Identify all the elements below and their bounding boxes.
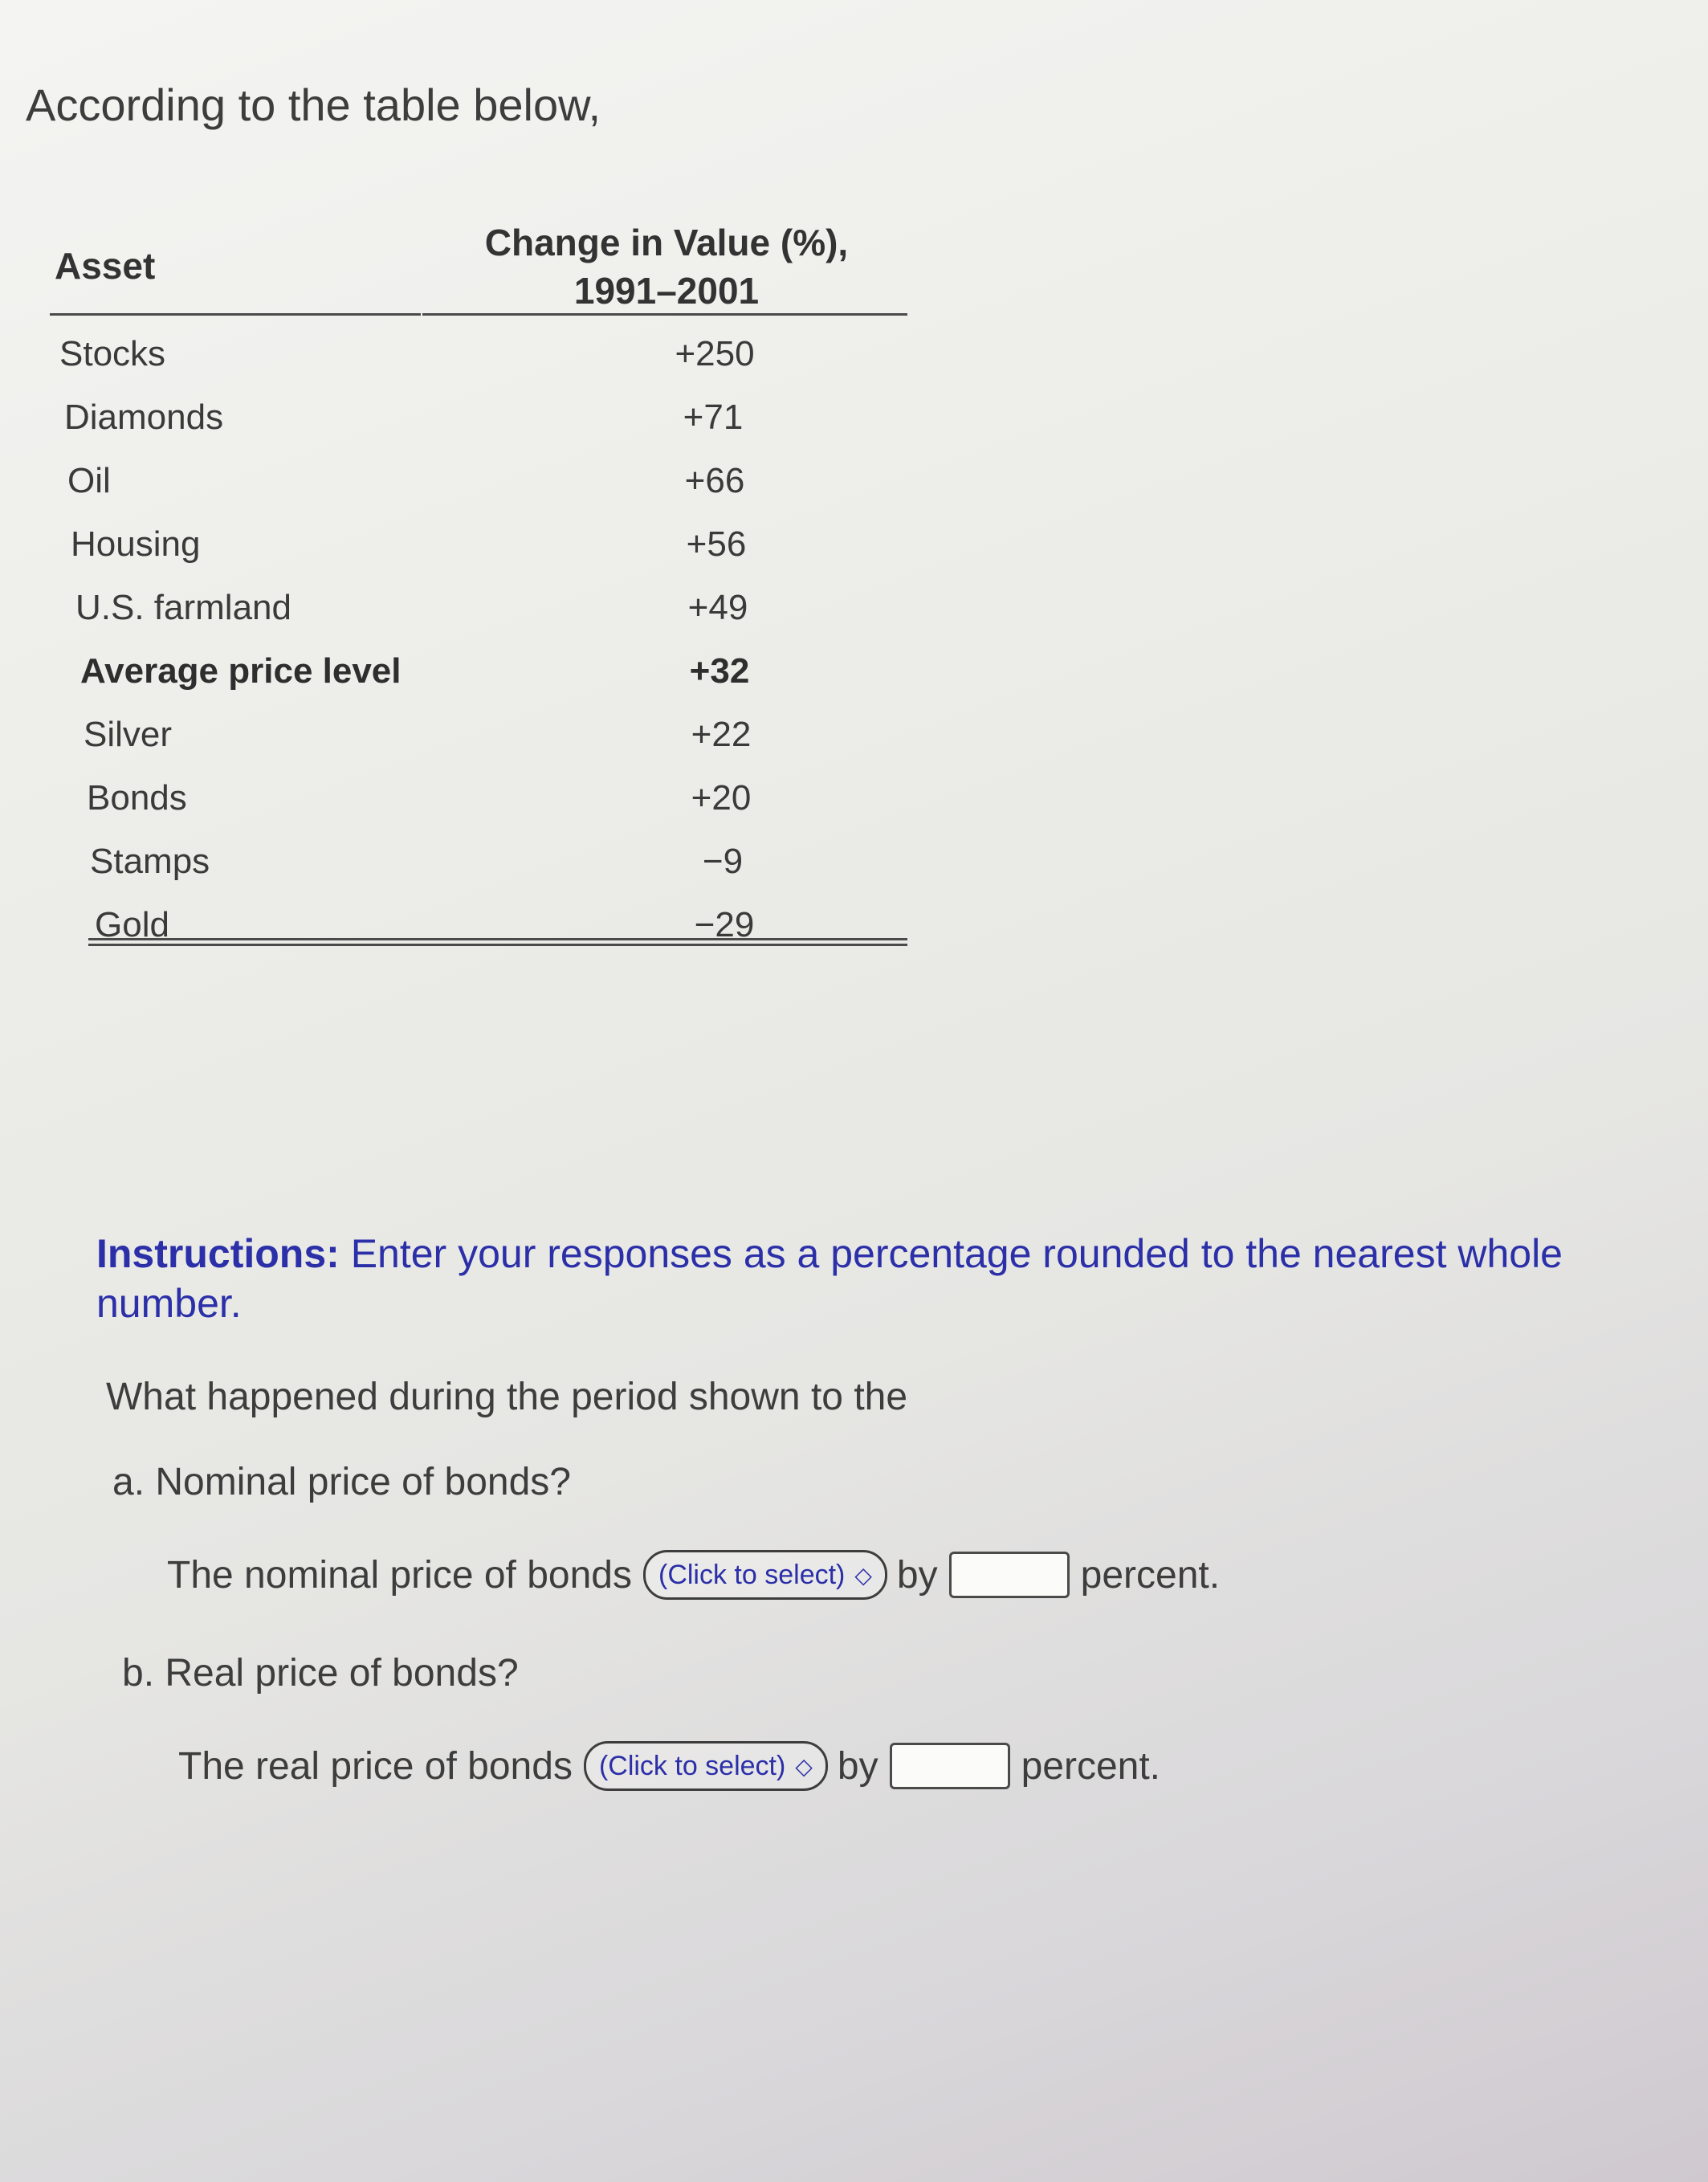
table-row: [48, 894, 907, 957]
part-a-by: by: [896, 1553, 938, 1597]
asset-cell: Stocks: [59, 334, 166, 373]
asset-cell: Average price level: [80, 651, 402, 691]
asset-cell: Silver: [84, 715, 173, 754]
asset-cell: Bonds: [87, 778, 187, 818]
value-cell: −9: [702, 842, 744, 881]
part-b-by: by: [837, 1744, 878, 1788]
table-body: [48, 323, 907, 957]
table-row: [48, 640, 907, 704]
header-rule-left: [50, 313, 421, 316]
value-cell: +32: [689, 651, 750, 691]
asset-cell: Diamonds: [64, 398, 224, 437]
asset-table: [48, 210, 907, 944]
footer-rule-left: [88, 938, 490, 946]
table-row: [48, 513, 907, 577]
part-a-sentence: [167, 1550, 1220, 1600]
table-row: [48, 704, 907, 767]
value-cell: +66: [684, 461, 745, 500]
table-row: [48, 450, 907, 513]
value-cell: +20: [691, 778, 752, 818]
table-row: [48, 577, 907, 640]
value-cell: +56: [686, 524, 747, 564]
instructions-label: Instructions:: [96, 1231, 340, 1276]
instructions-text: Enter your responses as a percentage rounded to the nearest whole number.: [96, 1231, 1563, 1326]
header-change-line1: Change in Value (%),: [484, 222, 849, 263]
question-text: What happened during the period shown to the: [106, 1376, 908, 1418]
value-cell: +71: [683, 398, 744, 437]
table-row: [48, 323, 907, 386]
value-cell: +49: [687, 588, 748, 627]
part-b-sentence-start: The real price of bonds: [178, 1744, 573, 1788]
part-b-sentence: [178, 1741, 1160, 1791]
asset-cell: Stamps: [90, 842, 210, 881]
value-cell: +22: [691, 715, 752, 754]
part-b-select-label: (Click to select): [598, 1750, 786, 1781]
footer-rule-right: [446, 938, 907, 946]
intro-text: According to the table below,: [26, 80, 601, 130]
part-a-label: a. Nominal price of bonds?: [112, 1461, 571, 1503]
value-cell: −29: [694, 905, 755, 944]
part-a-select-label: (Click to select): [658, 1559, 846, 1590]
part-b-label: b. Real price of bonds?: [122, 1652, 519, 1695]
part-a-direction-select[interactable]: [643, 1550, 887, 1600]
table-row: [48, 830, 907, 894]
part-a-percent-input[interactable]: [949, 1552, 1070, 1598]
up-down-chevron-icon: ◇: [854, 1562, 872, 1588]
part-a-sentence-start: The nominal price of bonds: [167, 1553, 632, 1597]
header-asset: Asset: [55, 245, 156, 287]
header-rule-right: [422, 313, 907, 316]
table-row: [48, 386, 907, 450]
table-row: [48, 767, 907, 830]
instructions: [96, 1229, 1622, 1328]
part-b-end: percent.: [1021, 1744, 1161, 1788]
header-change: [426, 218, 907, 315]
asset-cell: Housing: [71, 524, 201, 564]
table-header: [48, 210, 907, 315]
part-a-end: percent.: [1080, 1553, 1221, 1597]
asset-cell: Gold: [95, 905, 169, 944]
up-down-chevron-icon: ◇: [795, 1753, 813, 1779]
part-b-percent-input[interactable]: [890, 1743, 1010, 1789]
value-cell: +250: [675, 334, 755, 373]
asset-cell: U.S. farmland: [75, 588, 291, 627]
asset-cell: Oil: [67, 461, 111, 500]
part-b-direction-select[interactable]: [584, 1741, 828, 1791]
header-change-line2: 1991–2001: [573, 270, 760, 312]
